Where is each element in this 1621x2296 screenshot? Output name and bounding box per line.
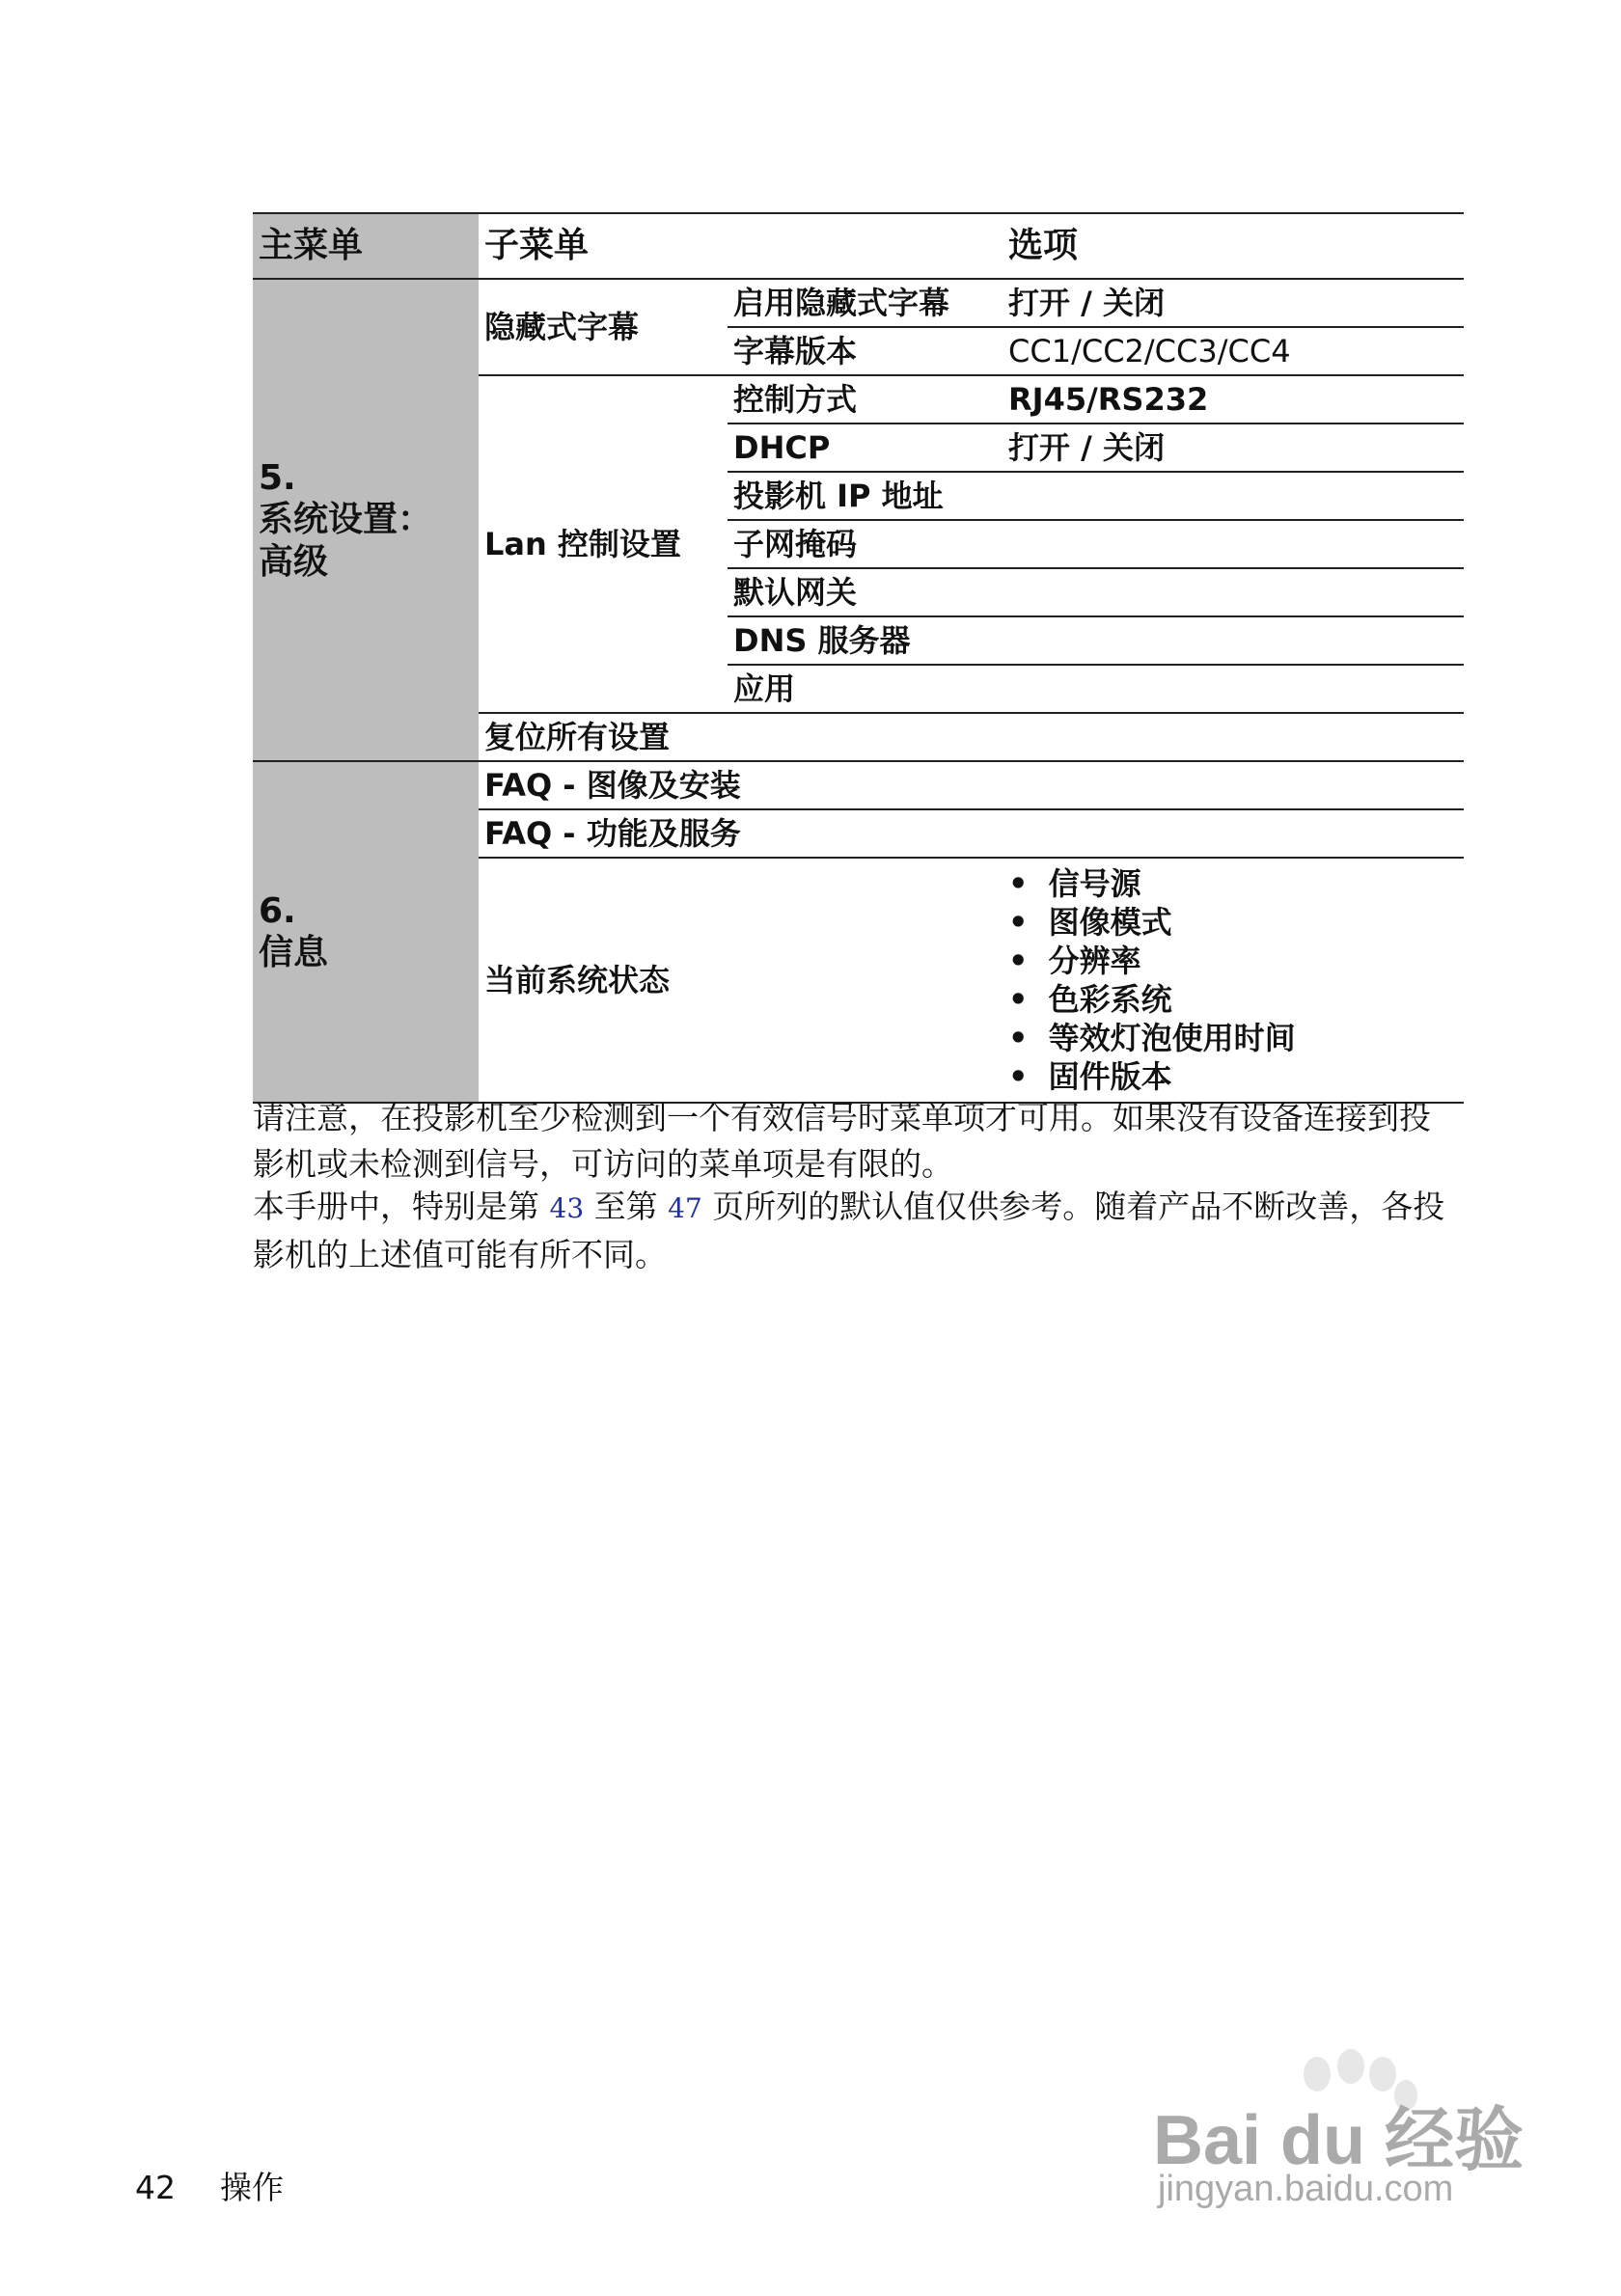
section-5-title: 5. 系统设置： 高级 (253, 279, 479, 761)
page-link-47[interactable]: 47 (668, 1192, 702, 1224)
header-main-menu: 主菜单 (253, 213, 479, 279)
lan-group-label: Lan 控制设置 (479, 375, 728, 713)
page-footer (135, 2163, 328, 2208)
page-number: 42 (135, 2169, 176, 2206)
list-item: • 色彩系统 (1008, 980, 1458, 1019)
faq-image-label: FAQ - 图像及安装 (479, 761, 1464, 809)
note-text: 至第 (584, 1188, 669, 1225)
table-header-row (253, 213, 1464, 279)
section-6-title: 6. 信息 (253, 761, 479, 1103)
lan-mode-label: 控制方式 (728, 375, 1003, 424)
status-label: 当前系统状态 (479, 858, 1003, 1103)
dns-options (1003, 616, 1464, 665)
list-item: • 等效灯泡使用时间 (1008, 1019, 1458, 1057)
gateway-label: 默认网关 (728, 568, 1003, 616)
header-submenu: 子菜单 (479, 213, 1003, 279)
subnet-label: 子网掩码 (728, 520, 1003, 568)
watermark-brand: Bai du 经验 (1153, 2102, 1525, 2179)
apply-options (1003, 665, 1464, 713)
list-item: • 分辨率 (1008, 942, 1458, 980)
section-name: 操作 (220, 2169, 284, 2206)
ip-label: 投影机 IP 地址 (728, 472, 1003, 520)
page-link-43[interactable]: 43 (549, 1192, 585, 1224)
cc-group-label: 隐藏式字幕 (479, 279, 728, 375)
note-text: 本手册中，特别是第 (253, 1188, 550, 1225)
table-row (253, 761, 1464, 809)
subnet-options (1003, 520, 1464, 568)
cc-enable-label: 启用隐藏式字幕 (728, 279, 1003, 327)
cc-version-options: CC1/CC2/CC3/CC4 (1003, 327, 1464, 375)
menu-table (253, 212, 1464, 1104)
dhcp-label: DHCP (728, 424, 1003, 472)
cc-version-label: 字幕版本 (728, 327, 1003, 375)
status-list (1008, 859, 1458, 1102)
note-paragraph-1: 请注意，在投影机至少检测到一个有效信号时菜单项才可用。如果没有设备连接到投影机或未检测到信号，可访问的菜单项是有限的。 (253, 1099, 1431, 1183)
list-item: • 信号源 (1008, 864, 1458, 903)
list-item: • 固件版本 (1008, 1057, 1458, 1096)
header-options: 选项 (1003, 213, 1464, 279)
note-paragraph-2 (253, 1184, 1459, 1278)
gateway-options (1003, 568, 1464, 616)
ip-options (1003, 472, 1464, 520)
apply-label: 应用 (728, 665, 1003, 713)
table-row (253, 279, 1464, 327)
dns-label: DNS 服务器 (728, 616, 1003, 665)
dhcp-options: 打开 / 关闭 (1003, 424, 1464, 472)
lan-mode-options: RJ45/RS232 (1003, 375, 1464, 424)
reset-label: 复位所有设置 (479, 713, 1464, 761)
faq-function-label: FAQ - 功能及服务 (479, 809, 1464, 858)
status-items-cell (1003, 858, 1464, 1103)
note-text: 页所列的默认值仅供参考。随着产品不断改善，各投影机的上述值可能有所不同。 (253, 1188, 1445, 1273)
cc-enable-options: 打开 / 关闭 (1003, 279, 1464, 327)
list-item: • 图像模式 (1008, 903, 1458, 942)
watermark-url: jingyan.baidu.com (1158, 2169, 1454, 2209)
